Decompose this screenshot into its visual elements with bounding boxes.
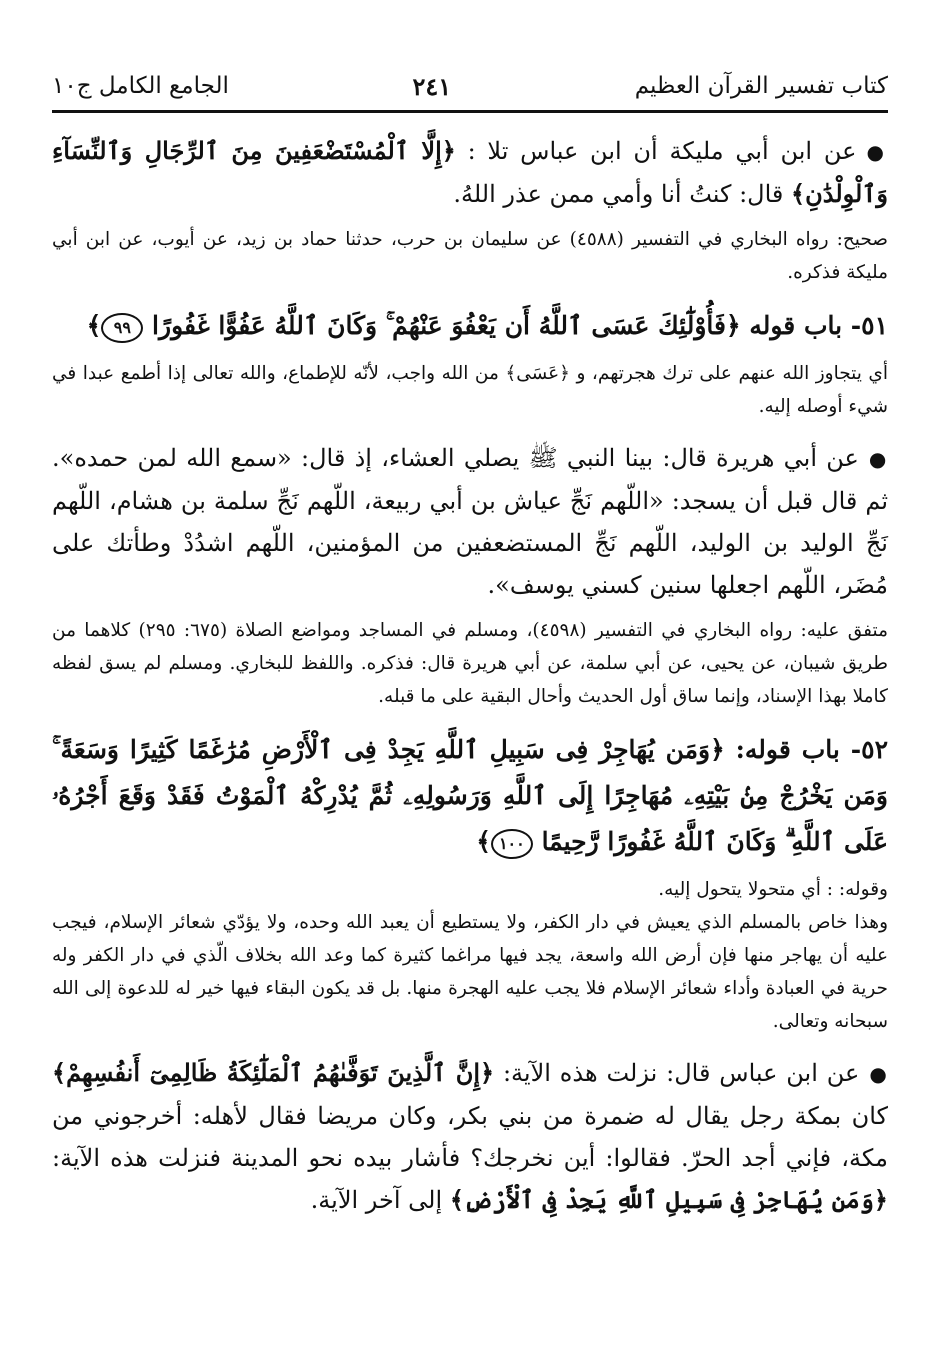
bab-52-heading: ٥٢- باب قوله: ﴿وَمَن يُهَاجِرْ فِى سَبِيلِ ٱللَّهِ يَجِدْ فِى ٱلْأَرْضِ مُرَٰغَمًا كَثِيرًا وَسَعَةً ۚ وَمَن يَخْرُجْ مِنۢ بَيْتِهِۦ مُهَاجِرًا إِلَى ٱللَّهِ وَرَسُولِهِۦ ثُمَّ يُدْرِكْهُ ٱلْمَوْتُ فَقَدْ وَقَعَ أَجْرُهُۥ عَلَى ٱللَّهِ ۗ وَكَانَ ٱللَّهُ غَفُورًا رَّحِيمًا ١٠٠﴾: [52, 727, 888, 865]
bab-52-title: ٥٢- باب قوله:: [735, 735, 888, 764]
volume-label: الجامع الكامل ج١٠: [52, 73, 229, 99]
bab-51-title: ٥١- باب قوله: [749, 311, 888, 340]
book-title: كتاب تفسير القرآن العظيم: [634, 73, 888, 99]
header-rule: [52, 110, 888, 113]
quran-quote: ﴿وَمَن يُهَاجِرْ فِى سَبِيلِ ٱللَّهِ يَجِدْ فِى ٱلْأَرْضِ﴾: [449, 1185, 888, 1214]
ayah-number-marker: ٩٩: [101, 313, 143, 343]
quran-quote: ﴿إِلَّا ٱلْمُسْتَضْعَفِينَ مِنَ ٱلرِّجَالِ وَٱلنِّسَآءِ وَٱلْوِلْدَٰنِ﴾: [52, 136, 888, 208]
bullet-icon: ●: [868, 447, 888, 471]
hadith-3: ●عن ابن عباس قال: نزلت هذه الآية: ﴿إِنَّ ٱلَّذِينَ تَوَفَّىٰهُمُ ٱلْمَلَٰٓئِكَةُ ظَالِمِىٓ أَنفُسِهِمْ﴾ كان بمكة رجل يقال له ضمرة من بني بكر، وكان مريضا فقال لأهله: أخرجوني من مكة، فإني أجد الحرّ. فقالوا: أين نخرجك؟ فأشار بيده نحو المدينة فنزلت هذه الآية: ﴿وَمَن يُهَاجِرْ فِى سَبِيلِ ٱللَّهِ يَجِدْ فِى ٱلْأَرْضِ﴾ إلى آخر الآية.: [52, 1058, 889, 1214]
hadith-2: ●عن أبي هريرة قال: بينا النبي ﷺ يصلي العشاء، إذ قال: «سمع الله لمن حمده». ثم قال قبل أن يسجد: «اللّهم نَجِّ عياش بن أبي ربيعة، اللّهم نَجِّ سلمة بن هشام، اللّهم نَجِّ الوليد بن الوليد، اللّهم نَجِّ المستضعفين من المؤمنين، اللّهم اشدُدْ وطأتك على مُضَر، اللّهم اجعلها سنين كسني يوسف».: [52, 444, 888, 599]
hadith-2-source: متفق عليه: رواه البخاري في التفسير (٤٥٩٨)، ومسلم في المساجد ومواضع الصلاة (٦٧٥: ٢٩٥) كلاهما من طريق شيبان، عن يحيى، عن أبي سلمة، عن أبي هريرة قال: فذكره. واللفظ للبخاري. ومسلم لم يسق لفظه كاملا بهذا الإسناد، وإنما ساق أول الحديث وأحال البقية على ما قبله.: [52, 620, 889, 707]
hadith-1: ●عن ابن أبي مليكة أن ابن عباس تلا : ﴿إِلَّا ٱلْمُسْتَضْعَفِينَ مِنَ ٱلرِّجَالِ وَٱلنِّسَآءِ وَٱلْوِلْدَٰنِ﴾ قال: كنتُ أنا وأمي ممن عذر اللهُ.: [52, 136, 889, 208]
page-number: ٢٤١: [412, 71, 452, 101]
page-content: [52, 116, 888, 1221]
bab-51-heading: ٥١- باب قوله ﴿فَأُوْلَٰٓئِكَ عَسَى ٱللَّهُ أَن يَعْفُوَ عَنْهُمْ ۚ وَكَانَ ٱللَّهُ عَفُوًّا غَفُورًا ٩٩﴾: [52, 303, 888, 349]
bab-52-tafsir-1: وقوله: : أي متحولا يتحول إليه.: [658, 879, 888, 900]
bab-52-tafsir-2: وهذا خاص بالمسلم الذي يعيش في دار الكفر، ولا يستطيع أن يعبد الله وحده، ولا يؤدّي شعائر الإسلام، فيجب عليه أن يهاجر منها فإن أرض الله واسعة، يجد فيها مراغما كثيرة كما وعد الله بخلاف الّذي في دار الكفر وله حرية في العبادة وأداء شعائر الإسلام فلا يجب عليه الهجرة منها. بل قد يكون البقاء فيها خير له للدعوة إلى الله سبحانه وتعالى.: [52, 912, 888, 1032]
quran-quote: ﴿إِنَّ ٱلَّذِينَ تَوَفَّىٰهُمُ ٱلْمَلَٰٓئِكَةُ ظَالِمِىٓ أَنفُسِهِمْ﴾: [52, 1058, 495, 1087]
bab-51-tafsir: أي يتجاوز الله عنهم على ترك هجرتهم، و ﴿عَسَى﴾ من الله واجب، لأنّه للإطماع، والله تعالى إذا أطمع عبدا في شيء أوصله إليه.: [52, 363, 888, 417]
bullet-icon: ●: [866, 140, 889, 164]
ayah-number-marker: ١٠٠: [491, 829, 533, 859]
hadith-1-source: صحيح: رواه البخاري في التفسير (٤٥٨٨) عن سليمان بن حرب، حدثنا حماد بن زيد، عن أيوب، عن ابن أبي مليكة فذكره.: [52, 229, 889, 283]
bab-51-verse: ﴿فَأُوْلَٰٓئِكَ عَسَى ٱللَّهُ أَن يَعْفُوَ عَنْهُمْ ۚ وَكَانَ ٱللَّهُ عَفُوًّا غَفُورًا: [152, 311, 741, 340]
bullet-icon: ●: [869, 1062, 889, 1086]
page-header: [52, 64, 888, 108]
bab-52-verse: ﴿وَمَن يُهَاجِرْ فِى سَبِيلِ ٱللَّهِ يَجِدْ فِى ٱلْأَرْضِ مُرَٰغَمًا كَثِيرًا وَسَعَةً ۚ وَمَن يَخْرُجْ مِنۢ بَيْتِهِۦ مُهَاجِرًا إِلَى ٱللَّهِ وَرَسُولِهِۦ ثُمَّ يُدْرِكْهُ ٱلْمَوْتُ فَقَدْ وَقَعَ أَجْرُهُۥ عَلَى ٱللَّهِ ۗ وَكَانَ ٱللَّهُ غَفُورًا رَّحِيمًا: [52, 735, 888, 856]
